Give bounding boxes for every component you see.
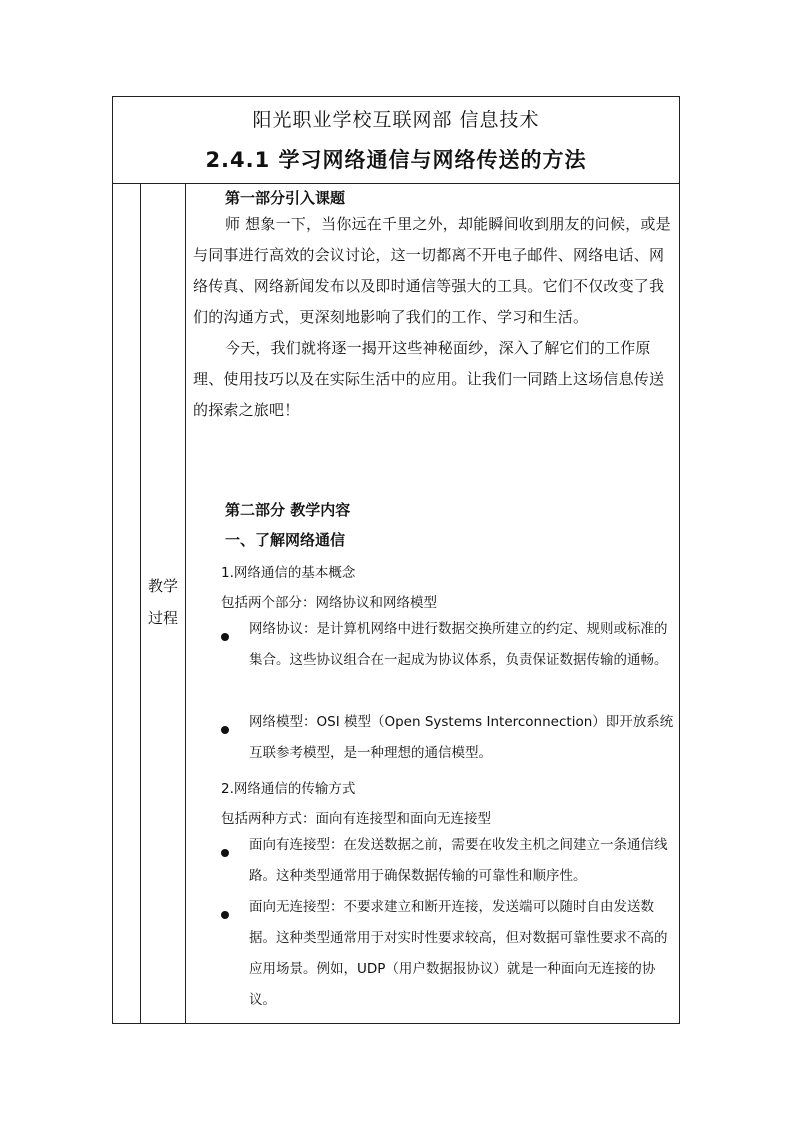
- list-item: 网络协议：是计算机网络中进行数据交换所建立的约定、规则或标准的集合。这些协议组合在一起成为协议体系，负责保证数据传输的通畅。: [249, 621, 668, 668]
- bullet-icon: [221, 911, 229, 919]
- part1-heading: 第一部分引入课题: [225, 189, 346, 207]
- column-divider-left: [140, 183, 141, 1023]
- part1-paragraph-2: 今天，我们就将逐一揭开这些神秘面纱，深入了解它们的工作原理、使用技巧以及在实际生活中的应用。让我们一同踏上这场信息传送的探索之旅吧！: [193, 339, 665, 419]
- section1-heading: 一、了解网络通信: [225, 531, 346, 549]
- school-header: 阳光职业学校互联网部 信息技术: [252, 109, 540, 131]
- lesson-plan-table: [112, 96, 680, 1024]
- part1-paragraph-1: 师 想象一下，当你远在千里之外，却能瞬间收到朋友的问候，或是与同事进行高效的会议讨论，这一切都离不开电子邮件、网络电话、网络传真、网络新闻发布以及即时通信等强大的工具。它们不仅改变了我们的沟通方式，更深刻地影响了我们的工作、学习和生活。: [193, 215, 671, 326]
- column-divider-right: [185, 183, 186, 1023]
- section-label-line1: 教学: [147, 577, 178, 595]
- subsection1-intro: 包括两个部分：网络协议和网络模型: [221, 595, 437, 611]
- section-label-line2: 过程: [147, 609, 178, 627]
- subsection1-title: 1.网络通信的基本概念: [221, 565, 356, 581]
- subsection2-title: 2.网络通信的传输方式: [221, 781, 356, 797]
- bullet-icon: [221, 726, 229, 734]
- header-divider: [113, 183, 679, 184]
- list-item: 网络模型：OSI 模型（Open Systems Interconnection）即开放系统互联参考模型，是一种理想的通信模型。: [249, 714, 674, 761]
- subsection2-intro: 包括两种方式：面向有连接型和面向无连接型: [221, 811, 491, 827]
- lesson-title: 2.4.1 学习网络通信与网络传送的方法: [205, 148, 587, 172]
- bullet-icon: [221, 633, 229, 641]
- list-item: 面向有连接型：在发送数据之前，需要在收发主机之间建立一条通信线路。这种类型通常用于确保数据传输的可靠性和顺序性。: [249, 837, 668, 884]
- part2-heading: 第二部分 教学内容: [225, 501, 351, 519]
- list-item: 面向无连接型：不要求建立和断开连接，发送端可以随时自由发送数据。这种类型通常用于对实时性要求较高，但对数据可靠性要求不高的应用场景。例如，UDP（用户数据报协议）就是一种面向无连接的协议。: [249, 899, 668, 1008]
- bullet-icon: [221, 849, 229, 857]
